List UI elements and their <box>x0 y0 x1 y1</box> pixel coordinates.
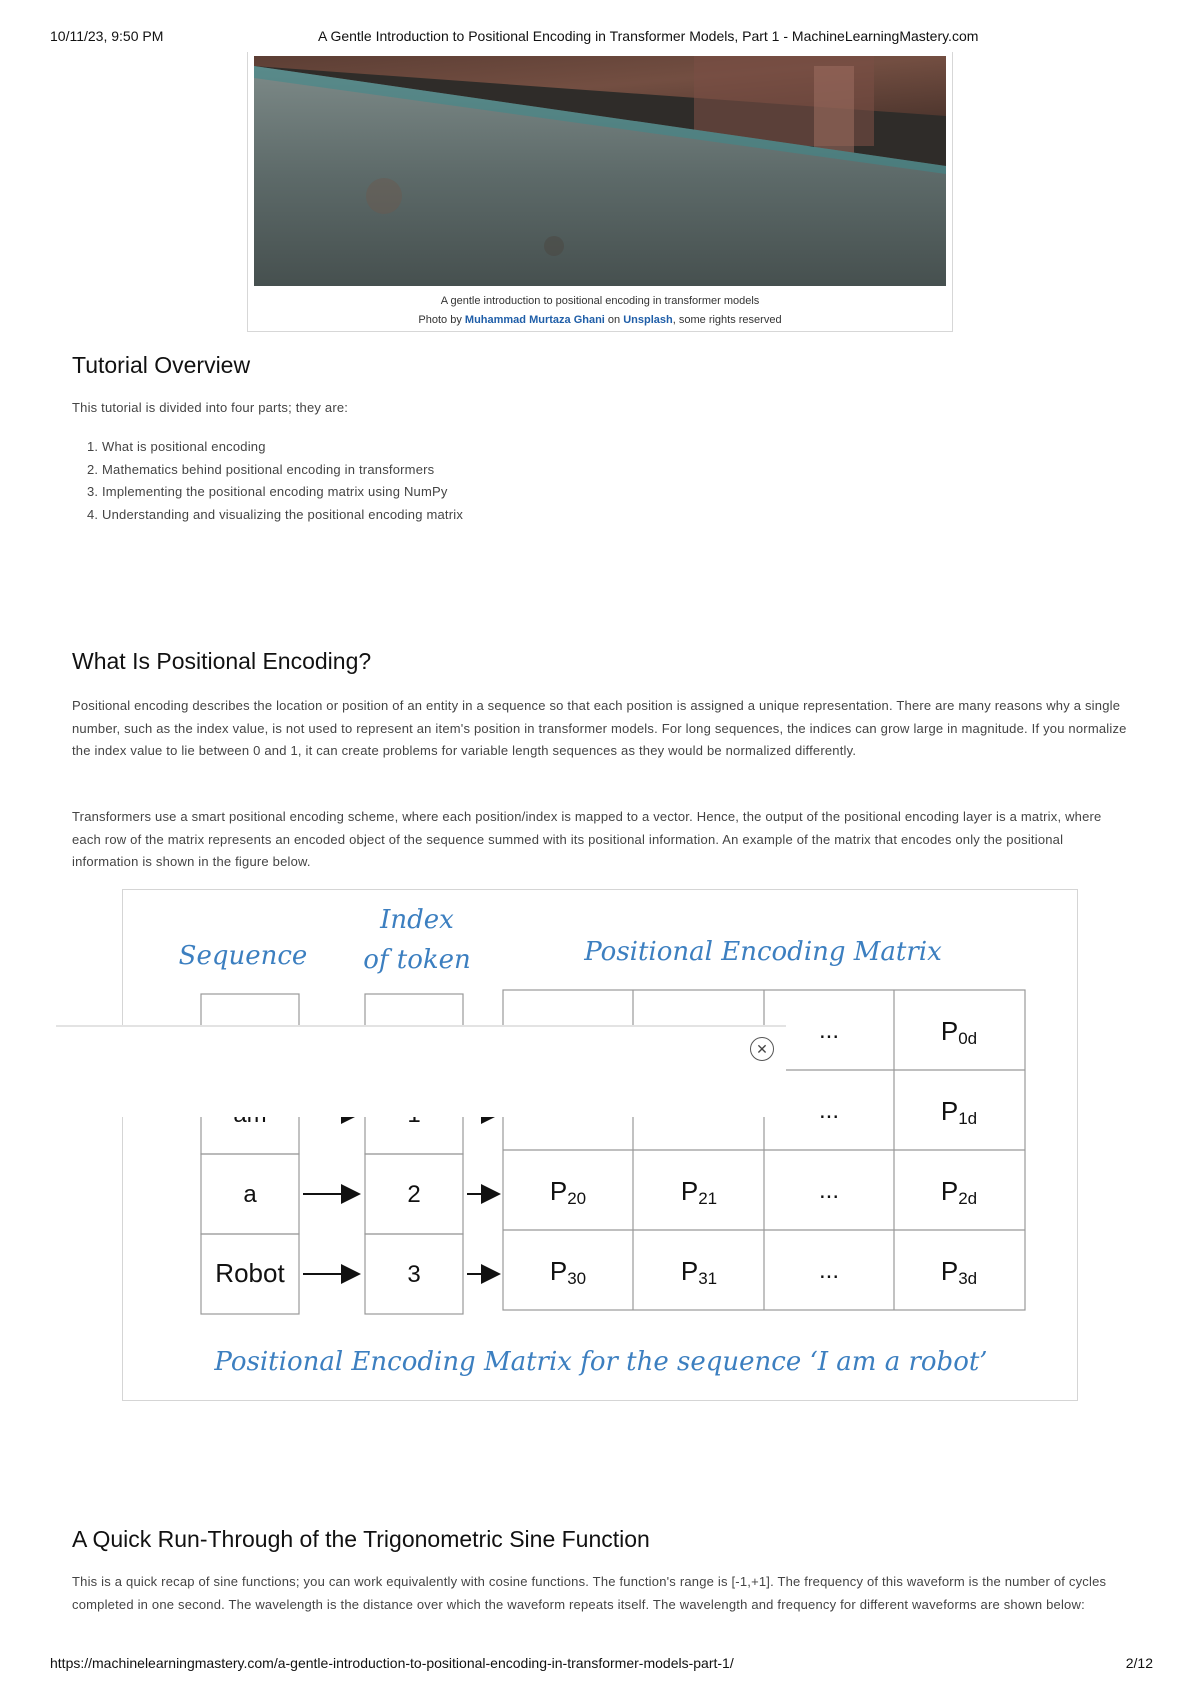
close-icon: ✕ <box>756 1041 768 1057</box>
print-header <box>0 28 1200 48</box>
matrix-cell-p1d: P1d <box>940 1096 978 1128</box>
matrix-cell-p31: P31 <box>680 1256 718 1288</box>
matrix-cell-ellipsis-2: ... <box>818 1177 840 1204</box>
list-item: 1. What is positional encoding <box>102 436 463 459</box>
matrix-cell-p0d: P0d <box>940 1016 978 1048</box>
arrows <box>303 1114 499 1274</box>
figure-svg <box>123 890 1078 1401</box>
unsplash-link[interactable]: Unsplash <box>623 314 673 326</box>
print-datetime: 10/11/23, 9:50 PM <box>50 28 164 44</box>
label-index-line1: Index <box>380 905 454 935</box>
tutorial-overview-heading: Tutorial Overview <box>72 352 251 378</box>
label-matrix: Positional Encoding Matrix <box>584 937 942 967</box>
label-index-line2: of token <box>363 945 471 975</box>
index-token-2: 2 <box>407 1181 421 1208</box>
close-overlay-button[interactable] <box>750 1037 774 1061</box>
featured-image-frame <box>247 52 953 332</box>
matrix-cell-p30: P30 <box>549 1256 587 1288</box>
ad-overlay-bar <box>56 1025 786 1117</box>
what-is-heading: What Is Positional Encoding? <box>72 648 372 674</box>
matrix-cell-p2d: P2d <box>940 1176 978 1208</box>
photographer-link[interactable]: Muhammad Murtaza Ghani <box>464 314 605 326</box>
list-item: 3. Implementing the positional encoding matrix using NumPy <box>102 481 463 504</box>
label-sequence: Sequence <box>178 941 308 971</box>
matrix-cell-ellipsis-3: ... <box>818 1257 840 1284</box>
overview-list <box>78 436 463 526</box>
list-item: 4. Understanding and visualizing the positional encoding matrix <box>102 504 463 527</box>
matrix-cell-ellipsis-0: ... <box>818 1017 840 1044</box>
rusty-beam-photo <box>254 56 946 286</box>
matrix-cell-p20: P20 <box>549 1176 587 1208</box>
sine-function-heading: A Quick Run-Through of the Trigonometric Sine Function <box>72 1526 650 1552</box>
index-token-3: 3 <box>407 1261 421 1288</box>
list-item: 2. Mathematics behind positional encoding in transformers <box>102 459 463 482</box>
what-is-paragraph-1: Positional encoding describes the location or position of an entity in a sequence so that each position is assigned a unique representation. There are many reasons why a single number, such as the index value, is not used to represent an item's position in transformer models. For long sequences, the indices can grow large in magnitude. If you normalize the index value to lie between 0 and 1, it can create problems for variable length sequences as they would be normalized differently. <box>72 698 1127 758</box>
featured-photo <box>254 56 946 286</box>
sine-paragraph: This is a quick recap of sine functions; you can work equivalently with cosine functions. The function's range is [-1,+1]. The frequency of this waveform is the number of cycles completed in one second. The wavelength is the distance over which the waveform repeats itself. The wavelength and frequency for different waveforms are shown below: <box>72 1574 1107 1612</box>
photo-credit: Photo by Muhammad Murtaza Ghani on Unsplash, some rights reserved <box>418 314 782 326</box>
overview-intro: This tutorial is divided into four parts; they are: <box>72 400 349 415</box>
matrix-cell-p21: P21 <box>680 1176 718 1208</box>
print-url: https://machinelearningmastery.com/a-gentle-introduction-to-positional-encoding-in-transformer-models-part-1/ <box>50 1655 734 1671</box>
sequence-token-robot: Robot <box>215 1258 285 1288</box>
figure-caption: Positional Encoding Matrix for the sequence ‘I am a robot’ <box>214 1347 988 1377</box>
matrix-cell-ellipsis-1: ... <box>818 1097 840 1124</box>
matrix-cell-p3d: P3d <box>940 1256 978 1288</box>
what-is-paragraph-2: Transformers use a smart positional encoding scheme, where each position/index is mapped to a vector. Hence, the output of the positional encoding layer is a matrix, where each row of the matrix represents an encoded object of the sequence summed with its positional information. An example of the matrix that encodes only the positional information is shown in the figure below. <box>72 809 1102 869</box>
positional-encoding-figure <box>122 889 1078 1401</box>
print-page-number: 2/12 <box>1125 1655 1153 1671</box>
sequence-token-a: a <box>243 1181 257 1208</box>
photo-caption-title: A gentle introduction to positional encoding in transformer models <box>440 295 760 307</box>
print-page-title: A Gentle Introduction to Positional Encoding in Transformer Models, Part 1 - MachineLearningMastery.com <box>318 28 979 44</box>
photo-caption <box>248 292 952 330</box>
print-footer <box>0 1655 1200 1675</box>
